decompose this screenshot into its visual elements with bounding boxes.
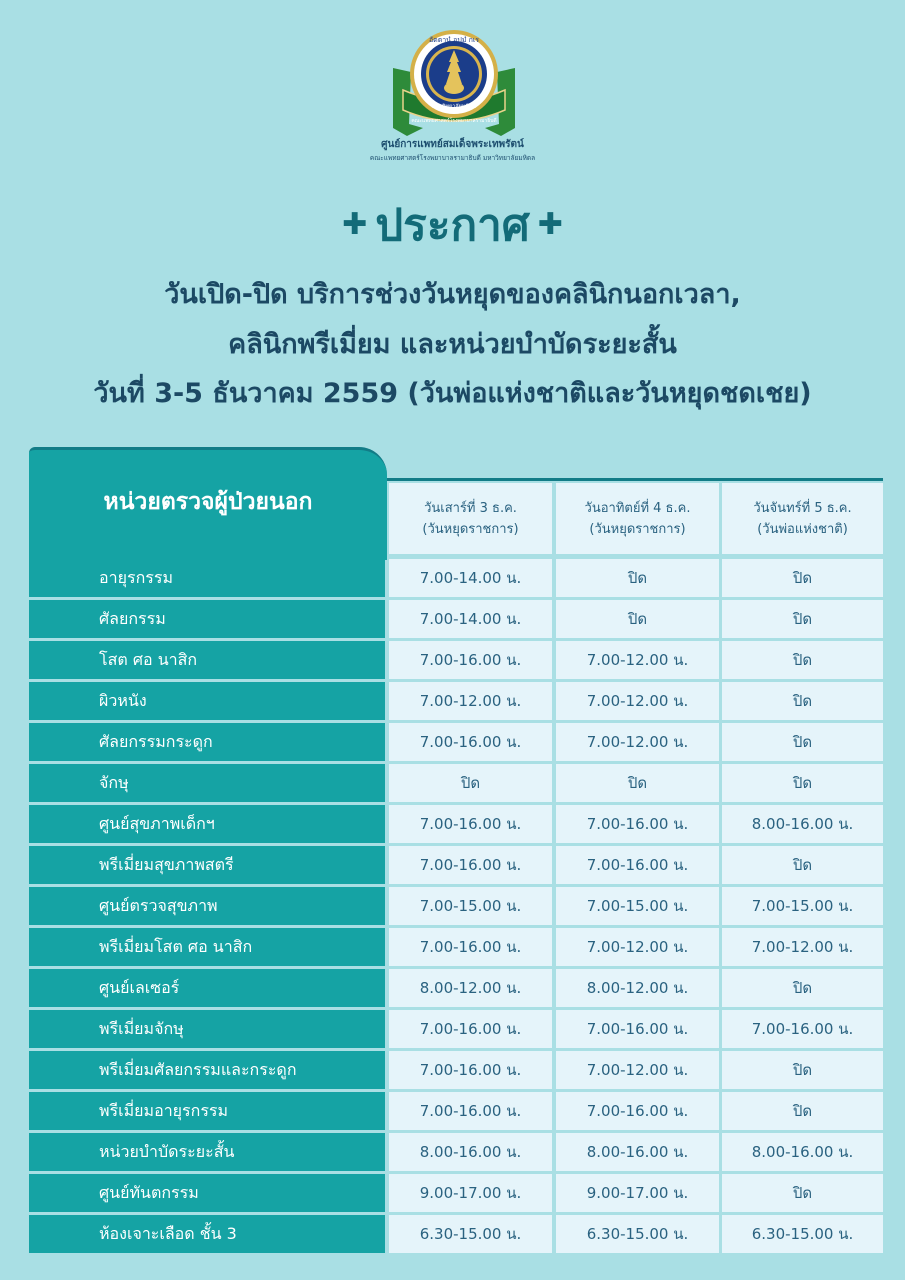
table-row <box>29 846 883 884</box>
table-row <box>29 887 883 925</box>
table-row <box>29 1133 883 1171</box>
table-row <box>29 641 883 679</box>
day-header-line1: วันอาทิตย์ที่ 4 ธ.ค. <box>584 500 691 516</box>
hours-cell: ปิด <box>556 764 719 802</box>
day-header-line1: วันเสาร์ที่ 3 ธ.ค. <box>424 500 517 516</box>
hours-cell: 7.00-16.00 น. <box>389 928 552 966</box>
table-row <box>29 723 883 761</box>
clinic-name: พรีเมี่ยมสุขภาพสตรี <box>29 846 385 884</box>
table-row <box>29 1174 883 1212</box>
clinic-name: ศูนย์เลเซอร์ <box>29 969 385 1007</box>
table-header-clinic: หน่วยตรวจผู้ป่วยนอก <box>103 489 313 515</box>
hours-cell: 8.00-16.00 น. <box>722 805 883 843</box>
hours-cell: 7.00-12.00 น. <box>722 928 883 966</box>
table-row <box>29 1010 883 1048</box>
clinic-name: ศัลยกรรมกระดูก <box>29 723 385 761</box>
hours-cell: 8.00-16.00 น. <box>556 1133 719 1171</box>
hours-cell: ปิด <box>722 846 883 884</box>
plus-icon: ✚ <box>537 207 563 242</box>
hours-cell: 7.00-16.00 น. <box>556 805 719 843</box>
clinic-name: ผิวหนัง <box>29 682 385 720</box>
hours-cell: 7.00-15.00 น. <box>722 887 883 925</box>
hours-cell: ปิด <box>389 764 552 802</box>
faculty-logo <box>389 28 519 140</box>
announcement-title-line-2: คลินิกพรีเมี่ยม และหน่วยบำบัดระยะสั้น <box>228 329 677 360</box>
hours-cell: ปิด <box>722 1051 883 1089</box>
table-row <box>29 1051 883 1089</box>
headline-text: ประกาศ <box>375 200 530 251</box>
table-row <box>29 764 883 802</box>
hours-cell: 6.30-15.00 น. <box>389 1215 552 1253</box>
hours-cell: 7.00-15.00 น. <box>389 887 552 925</box>
svg-text:มหาวิทยาลัยมหิดล: มหาวิทยาลัยมหิดล <box>431 104 477 110</box>
table-header-divider <box>387 478 883 481</box>
clinic-name: พรีเมี่ยมจักษุ <box>29 1010 385 1048</box>
hours-cell: 7.00-16.00 น. <box>389 805 552 843</box>
announcement-title-line-3: วันที่ 3-5 ธันวาคม 2559 (วันพ่อแห่งชาติและวันหยุดชดเชย) <box>93 378 812 409</box>
hours-cell: ปิด <box>722 1092 883 1130</box>
hours-cell: ปิด <box>722 682 883 720</box>
clinic-name: พรีเมี่ยมอายุรกรรม <box>29 1092 385 1130</box>
hours-cell: ปิด <box>722 969 883 1007</box>
hours-cell: 7.00-16.00 น. <box>556 846 719 884</box>
plus-icon: ✚ <box>342 207 368 242</box>
clinic-name: ห้องเจาะเลือด ชั้น 3 <box>29 1215 385 1253</box>
hours-cell: 7.00-12.00 น. <box>389 682 552 720</box>
clinic-name: โสต ศอ นาสิก <box>29 641 385 679</box>
day-header-line1: วันจันทร์ที่ 5 ธ.ค. <box>753 500 852 516</box>
day-header-monday <box>722 483 883 554</box>
hours-cell: 8.00-16.00 น. <box>722 1133 883 1171</box>
hours-cell: ปิด <box>722 641 883 679</box>
clinic-name: ศัลยกรรม <box>29 600 385 638</box>
clinic-name: จักษุ <box>29 764 385 802</box>
day-header-sunday <box>556 483 719 554</box>
table-row <box>29 1215 883 1253</box>
hours-cell: 7.00-12.00 น. <box>556 682 719 720</box>
hours-cell: 7.00-16.00 น. <box>389 846 552 884</box>
table-row <box>29 928 883 966</box>
hours-cell: 8.00-16.00 น. <box>389 1133 552 1171</box>
day-header-line2: (วันหยุดราชการ) <box>422 521 519 537</box>
table-row <box>29 600 883 638</box>
hours-cell: 7.00-12.00 น. <box>556 641 719 679</box>
hours-cell: 7.00-16.00 น. <box>389 641 552 679</box>
hours-cell: 7.00-16.00 น. <box>389 1051 552 1089</box>
clinic-name: พรีเมี่ยมโสต ศอ นาสิก <box>29 928 385 966</box>
announcement-title-line-1: วันเปิด-ปิด บริการช่วงวันหยุดของคลินิกนอกเวลา, <box>164 279 741 310</box>
hours-cell: 9.00-17.00 น. <box>389 1174 552 1212</box>
clinic-name: ศูนย์ทันตกรรม <box>29 1174 385 1212</box>
table-row <box>29 559 883 597</box>
hours-cell: 8.00-12.00 น. <box>556 969 719 1007</box>
hours-cell: ปิด <box>722 600 883 638</box>
hours-cell: ปิด <box>722 1174 883 1212</box>
hours-cell: 9.00-17.00 น. <box>556 1174 719 1212</box>
hours-cell: 7.00-16.00 น. <box>389 1092 552 1130</box>
hours-cell: 7.00-14.00 น. <box>389 559 552 597</box>
clinic-name: ศูนย์ตรวจสุขภาพ <box>29 887 385 925</box>
org-name: ศูนย์การแพทย์สมเด็จพระเทพรัตน์ <box>381 139 524 150</box>
hours-cell: 7.00-16.00 น. <box>556 1010 719 1048</box>
svg-text:อัตตานํ อุปมํ กเร: อัตตานํ อุปมํ กเร <box>428 36 480 44</box>
svg-text:คณะแพทยศาสตร์โรงพยาบาลรามาธิบด: คณะแพทยศาสตร์โรงพยาบาลรามาธิบดี <box>411 118 497 124</box>
hours-cell: ปิด <box>556 559 719 597</box>
day-header-line2: (วันพ่อแห่งชาติ) <box>757 521 848 537</box>
hours-cell: ปิด <box>722 723 883 761</box>
hours-cell: 7.00-12.00 น. <box>556 1051 719 1089</box>
table-row <box>29 1092 883 1130</box>
hours-cell: 6.30-15.00 น. <box>556 1215 719 1253</box>
hours-cell: 7.00-15.00 น. <box>556 887 719 925</box>
headline <box>0 190 905 260</box>
clinic-name: อายุรกรรม <box>29 559 385 597</box>
hours-cell: 7.00-12.00 น. <box>556 928 719 966</box>
hours-cell: 6.30-15.00 น. <box>722 1215 883 1253</box>
hours-cell: 7.00-16.00 น. <box>389 723 552 761</box>
hours-cell: 7.00-16.00 น. <box>556 1092 719 1130</box>
day-header-line2: (วันหยุดราชการ) <box>589 521 686 537</box>
clinic-name: หน่วยบำบัดระยะสั้น <box>29 1133 385 1171</box>
hours-cell: ปิด <box>722 559 883 597</box>
table-row <box>29 805 883 843</box>
table-row <box>29 969 883 1007</box>
day-header-saturday <box>389 483 552 554</box>
hours-cell: ปิด <box>722 764 883 802</box>
org-subtitle: คณะแพทยศาสตร์โรงพยาบาลรามาธิบดี มหาวิทยาลัยมหิดล <box>369 154 536 162</box>
clinic-name: พรีเมี่ยมศัลยกรรมและกระดูก <box>29 1051 385 1089</box>
table-row <box>29 682 883 720</box>
hours-cell: 7.00-14.00 น. <box>389 600 552 638</box>
hours-cell: 7.00-16.00 น. <box>389 1010 552 1048</box>
hours-cell: 7.00-16.00 น. <box>722 1010 883 1048</box>
clinic-name: ศูนย์สุขภาพเด็กฯ <box>29 805 385 843</box>
hours-cell: ปิด <box>556 600 719 638</box>
hours-cell: 7.00-12.00 น. <box>556 723 719 761</box>
hours-cell: 8.00-12.00 น. <box>389 969 552 1007</box>
